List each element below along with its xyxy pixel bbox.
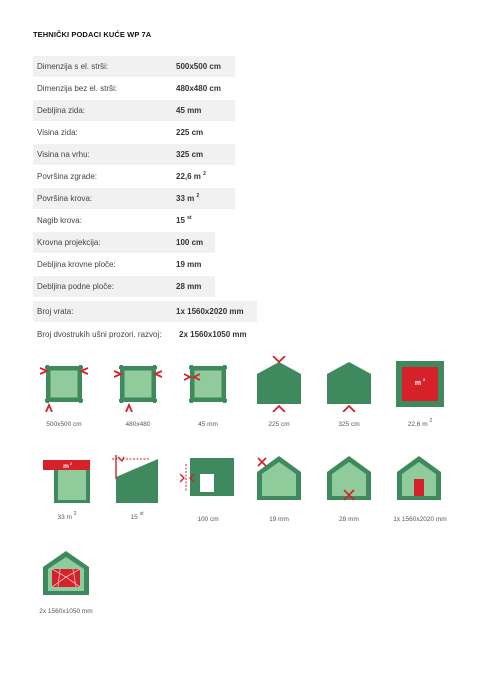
spec-label: Debljina podne ploče: xyxy=(37,282,114,291)
icon-caption: 19 mm xyxy=(269,516,289,523)
spec-row xyxy=(33,166,235,187)
area-badge-sup: 2 xyxy=(70,462,72,466)
spec-value: 15 $^{st}$ xyxy=(176,215,192,225)
roof-area-icon xyxy=(42,455,94,505)
spec-value: 28 mm xyxy=(176,282,202,291)
spec-row xyxy=(33,144,235,165)
spec-row xyxy=(33,276,215,297)
spec-row xyxy=(33,78,235,99)
icon-caption: 2x 1560x1050 mm xyxy=(39,608,93,615)
spec-value: 22,6 m $^2$ xyxy=(176,171,206,181)
spec-value: 1x 1560x2020 mm xyxy=(176,307,244,316)
spec-value: 100 cm xyxy=(176,238,204,247)
floor-area-icon xyxy=(394,358,446,410)
spec-row xyxy=(33,56,235,77)
window-icon xyxy=(40,547,92,599)
spec-label: Visina na vrhu: xyxy=(37,150,90,159)
icon-caption: 22,6 m $^2$ xyxy=(407,418,433,428)
icon-caption: 1x 1560x2020 mm xyxy=(393,516,447,523)
roof-pitch-icon xyxy=(112,453,162,505)
wall-thickness-icon xyxy=(184,360,232,412)
wall-height-icon xyxy=(254,356,304,412)
inner-dimension-icon xyxy=(114,360,162,412)
spec-row xyxy=(33,122,235,143)
spec-label: Debljina krovne ploče: xyxy=(37,260,116,269)
spec-row xyxy=(33,254,215,275)
door-icon xyxy=(394,452,444,504)
spec-label: Debljina zida: xyxy=(37,106,86,115)
area-badge-text: m xyxy=(63,463,69,470)
spec-row xyxy=(33,210,235,231)
spec-label: Površina krova: xyxy=(37,194,93,203)
spec-value: 225 cm xyxy=(176,128,204,137)
icon-caption: 33 m $^2$ xyxy=(57,511,77,521)
icon-caption: 225 cm xyxy=(268,421,290,428)
spec-row xyxy=(33,100,235,121)
icon-caption: 100 cm xyxy=(197,516,219,523)
spec-label: Dimenzija s el. strši: xyxy=(37,62,109,71)
floor-board-icon xyxy=(324,452,374,504)
outer-dimension-icon xyxy=(40,360,88,412)
spec-row xyxy=(33,188,235,209)
icon-caption: 28 mm xyxy=(339,516,359,523)
spec-value: 19 mm xyxy=(176,260,202,269)
spec-label: Broj dvostrukih ušni prozori. razvoj: xyxy=(37,330,162,339)
spec-label: Visina zida: xyxy=(37,128,78,137)
area-badge-sup: 2 xyxy=(423,377,426,382)
page-title: TEHNIČKI PODACI KUĆE WP 7A xyxy=(33,30,152,39)
spec-row xyxy=(33,232,215,253)
roof-board-icon xyxy=(254,452,304,504)
icon-caption: 15 $^{st}$ xyxy=(130,511,144,521)
spec-label: Površina zgrade: xyxy=(37,172,98,181)
spec-value: 480x480 cm xyxy=(176,84,221,93)
spec-value: 45 mm xyxy=(176,106,202,115)
icon-caption: 325 cm xyxy=(338,421,360,428)
spec-value: 325 cm xyxy=(176,150,204,159)
spec-row xyxy=(33,301,257,322)
spec-label: Nagib krova: xyxy=(37,216,82,225)
icon-caption: 480x480 xyxy=(125,421,151,428)
spec-row xyxy=(33,324,263,345)
spec-label: Broj vrata: xyxy=(37,307,74,316)
area-badge-text: m xyxy=(414,380,422,387)
icon-caption: 45 mm xyxy=(198,421,218,428)
spec-value: 33 m $^2$ xyxy=(176,193,200,203)
spec-value: 2x 1560x1050 mm xyxy=(179,330,247,339)
roof-overhang-icon xyxy=(180,456,236,502)
spec-label: Dimenzija bez el. strši: xyxy=(37,84,118,93)
spec-label: Krovna projekcija: xyxy=(37,238,101,247)
spec-value: 500x500 cm xyxy=(176,62,221,71)
icon-caption: 500x500 cm xyxy=(46,421,82,428)
peak-height-icon xyxy=(324,356,374,412)
